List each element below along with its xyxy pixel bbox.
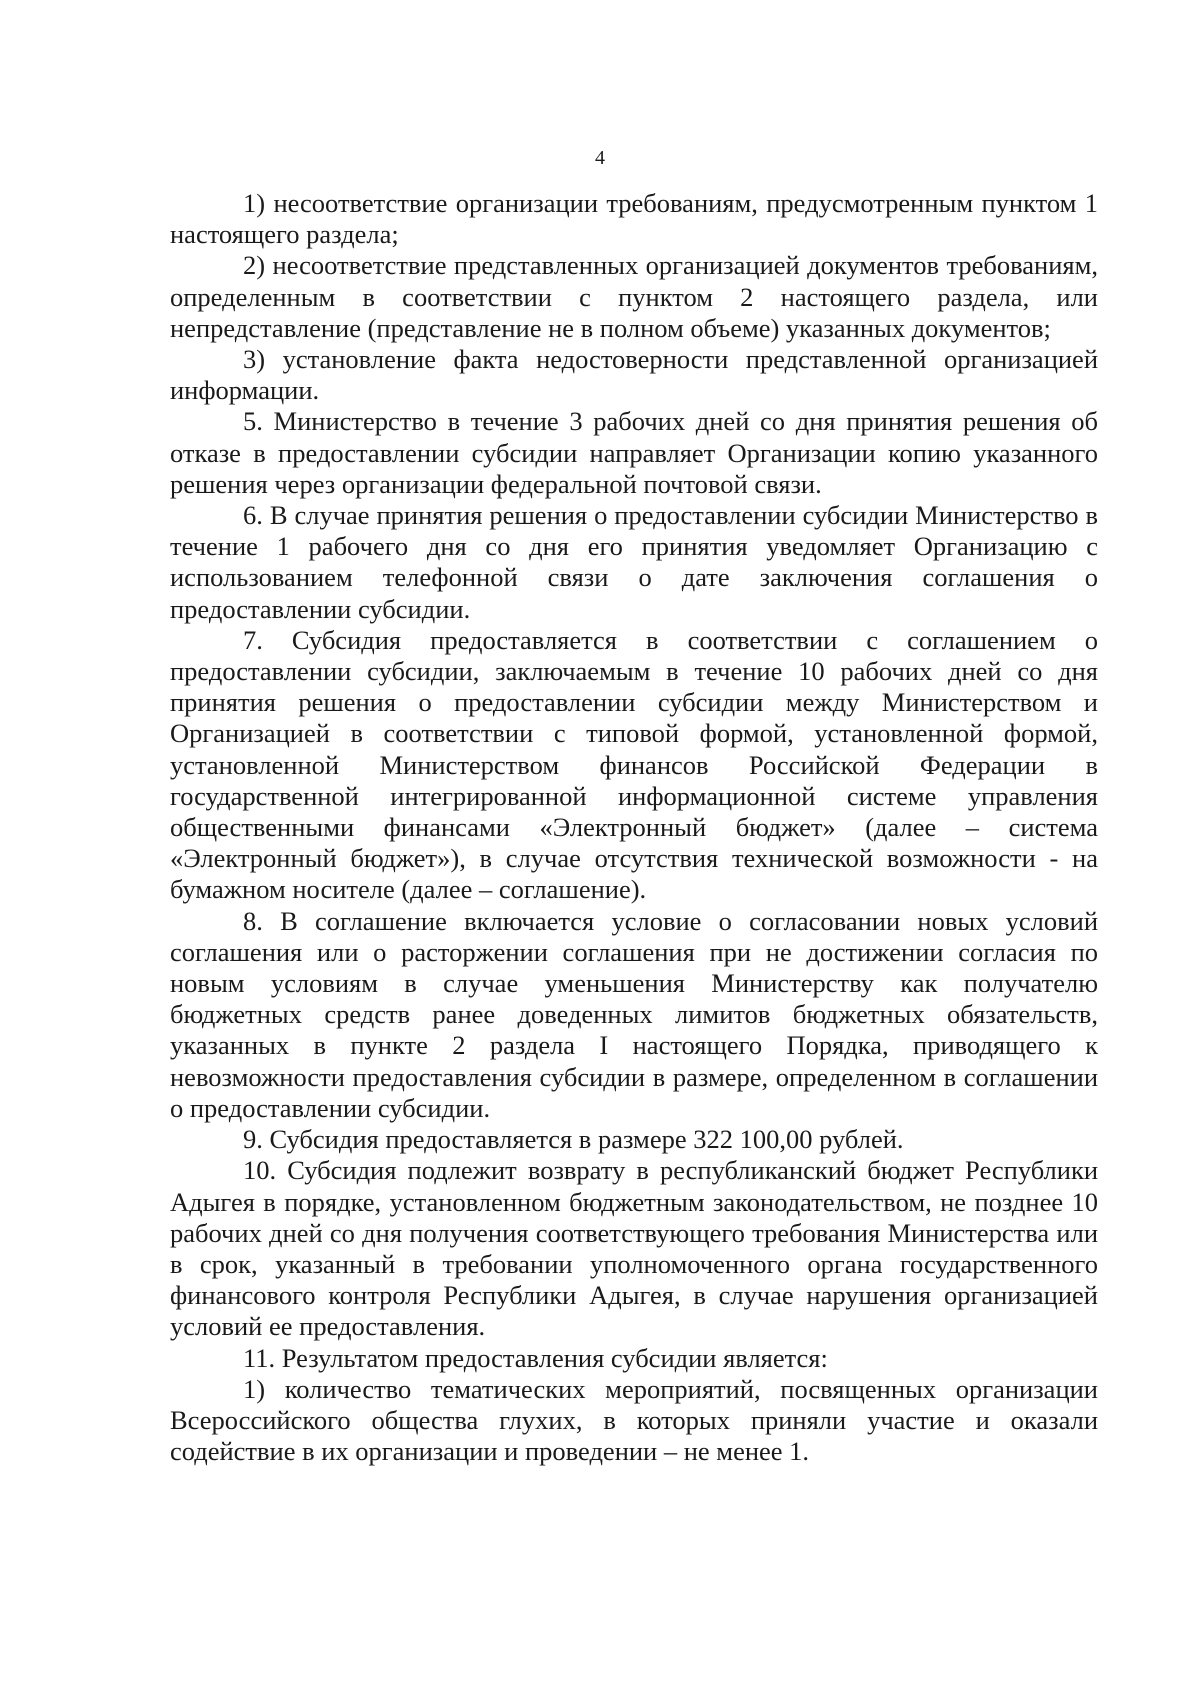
- paragraph-item-1: 1) несоответствие организации требованиям, предусмотренным пунктом 1 настоящего раздела;: [170, 188, 1098, 250]
- paragraph-11-item-1: 1) количество тематических мероприятий, посвященных организации Всероссийского общества глухих, в которых приняли участие и оказали содействие в их организации и проведении – не менее 1.: [170, 1373, 1098, 1467]
- paragraph-9: 9. Субсидия предоставляется в размере 322 100,00 рублей.: [243, 1124, 904, 1155]
- document-body: [170, 188, 1098, 1467]
- paragraph-item-3: 3) установление факта недостоверности представленной организацией информации.: [170, 344, 1098, 406]
- paragraph-5: 5. Министерство в течение 3 рабочих дней со дня принятия решения об отказе в предоставлении субсидии направляет Организации копию указанного решения через организации федеральной почтовой связи.: [170, 406, 1098, 499]
- paragraph-item-2: 2) несоответствие представленных организацией документов требованиям, определенным в соответствии с пунктом 2 настоящего раздела, или непредставление (представление не в полном объеме) указанных документов;: [170, 250, 1098, 343]
- paragraph-8: 8. В соглашение включается условие о согласовании новых условий соглашения или о расторжении соглашения при не достижении согласия по новым условиям в случае уменьшения Министерству как получателю бюджетных средств ранее доведенных лимитов бюджетных обязательств, указанных в пункте 2 раздела I настоящего Порядка, приводящего к невозможности предоставления субсидии в размере, определенном в соглашении о предоставлении субсидии.: [170, 905, 1098, 1123]
- paragraph-7: 7. Субсидия предоставляется в соответствии с соглашением о предоставлении субсидии, заключаемым в течение 10 рабочих дней со дня принятия решения о предоставлении субсидии между Министерством и Организацией в соответствии с типовой формой, установленной формой, установленной Министерством финансов Российской Федерации в государственной интегрированной информационной системе управления общественными финансами «Электронный бюджет» (далее – система «Электронный бюджет»), в случае отсутствия технической возможности - на бумажном носителе (далее – соглашение).: [170, 624, 1098, 905]
- paragraph-11: 11. Результатом предоставления субсидии является:: [243, 1342, 828, 1373]
- paragraph-6: 6. В случае принятия решения о предоставлении субсидии Министерство в течение 1 рабочего дня со дня его принятия уведомляет Организацию с использованием телефонной связи о дате заключения соглашения о предоставлении субсидии.: [170, 500, 1098, 624]
- page-number: 4: [595, 147, 605, 169]
- paragraph-10: 10. Субсидия подлежит возврату в республиканский бюджет Республики Адыгея в порядке, установленном бюджетным законодательством, не позднее 10 рабочих дней со дня получения соответствующего требования Министерства или в срок, указанный в требовании уполномоченного органа государственного финансового контроля Республики Адыгея, в случае нарушения организацией условий ее предоставления.: [170, 1155, 1098, 1342]
